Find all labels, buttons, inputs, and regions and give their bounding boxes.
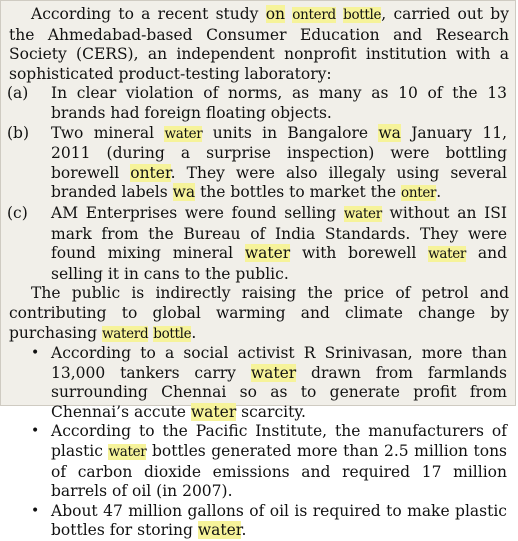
bullet-text: bottles generated more than 2.5 million tons of carbon dioxide emissions and required 17 million barrels of oil (in 2007). (51, 442, 508, 501)
bullet-text: According to a social activist R Srinivasan, more than 13,000 tankers carry (51, 344, 507, 382)
item-text: In clear violation of norms, as many as 10 of the 13 brands had foreign floating objects. (51, 84, 507, 122)
highlight: onterd (292, 7, 336, 23)
bullet-text: According to the Pacific Institute, the manufacturers of plastic (51, 422, 507, 461)
highlight: water (428, 246, 467, 263)
list-item-c (1, 204, 517, 284)
list-marker: (b) (7, 123, 30, 142)
bullet-item (1, 422, 517, 501)
bullet-icon: • (31, 423, 40, 440)
item-text: Two mineral (51, 123, 165, 142)
item-text: . They were also illegaly using several branded labels (51, 163, 507, 202)
bullet-text: scarcity. (236, 402, 306, 421)
bullet-item (1, 344, 517, 422)
bullet-text: . (241, 521, 247, 540)
bullet-item (1, 502, 517, 541)
highlight: water (164, 125, 203, 142)
highlight: wa (172, 183, 196, 202)
item-text: without an ISI mark from the Bureau of India Standards. They were found mixing mineral (51, 203, 507, 263)
item-text: the bottles to market the (195, 183, 401, 202)
list-item-a (1, 84, 517, 123)
item-text: with borewell (290, 244, 429, 263)
highlight: water (343, 205, 382, 222)
list-marker: (a) (7, 84, 29, 103)
highlight: onter (401, 185, 437, 202)
highlight: onter (130, 163, 171, 182)
highlight: on (265, 5, 286, 23)
paragraph-text: The public is indirectly raising the price of petrol and contributing to global warming and climate change by purchasing (9, 284, 509, 342)
intro-text: According to a recent study (31, 5, 266, 23)
bullet-text: drawn from farmlands surrounding Chennai so as to generate profit from Chennai’s accute (51, 363, 507, 421)
highlight: water (250, 363, 297, 382)
highlight: bottle (343, 7, 382, 23)
paragraph-text: . (191, 323, 197, 342)
highlight: water (108, 444, 147, 461)
item-text: AM Enterprises were found selling (51, 203, 344, 222)
highlight: waterd (101, 325, 149, 342)
document-body (1, 5, 517, 541)
intro-paragraph (1, 5, 517, 84)
list-marker: (c) (7, 203, 28, 222)
list-item-b (1, 124, 517, 204)
highlight: wa (378, 123, 401, 142)
highlight: water (197, 521, 242, 540)
item-text: . (436, 183, 442, 202)
bullet-text: About 47 million gallons of oil is required to make plastic bottles for storing (51, 501, 507, 540)
public-paragraph (1, 284, 517, 344)
item-text: January 11, 2011 (during a surprise inspection) were bottling borewell (51, 123, 507, 182)
intro-text: , carried out by the Ahmedabad-based Consumer Education and Research Society (CERS), an independent nonprofit institution with a sophisticated product-testing laboratory: (9, 5, 509, 83)
item-text: units in Bangalore (202, 123, 379, 142)
highlight: water (190, 402, 237, 421)
highlight: water (244, 244, 291, 263)
bullet-icon: • (31, 345, 40, 362)
item-text: and selling it in cans to the public. (51, 244, 507, 283)
bullet-icon: • (31, 502, 40, 519)
highlight: bottle (153, 325, 192, 342)
